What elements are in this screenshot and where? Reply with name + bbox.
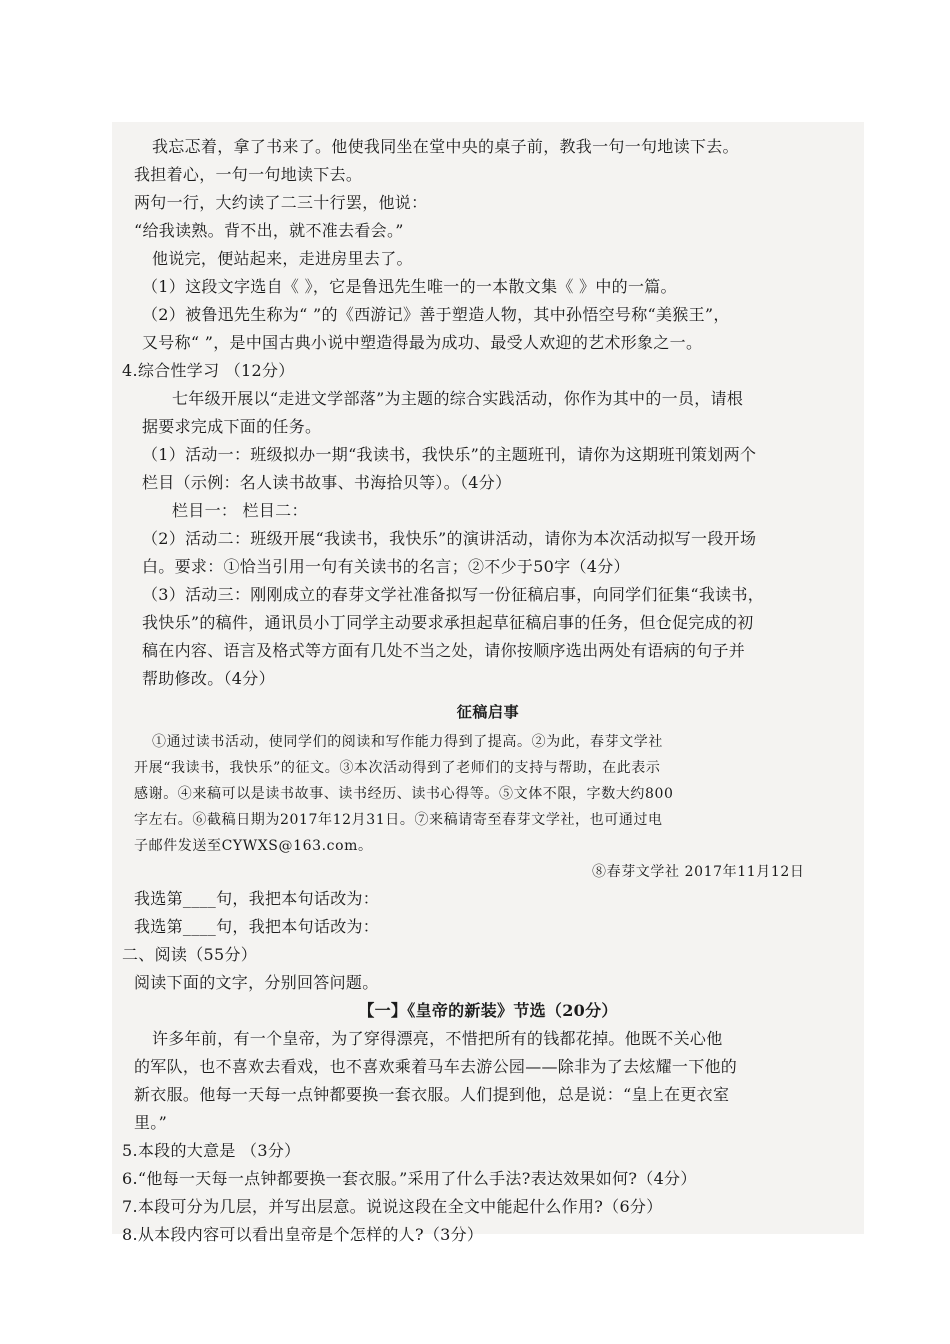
reading-line-r02: 阅读下面的文字，分别回答问题。 — [134, 973, 379, 992]
text-line-l06: （1）这段文字选自《 》，它是鲁迅先生唯一的一本散文集《 》中的一篇。 — [142, 277, 677, 296]
notice-line-n3: 感谢。④来稿可以是读书故事、读书经历、读书心得等。⑤文体不限，字数大约800 — [134, 786, 674, 802]
reading-line-r10: 7.本段可分为几层，并写出层意。说说这段在全文中能起什么作用?（6分） — [122, 1197, 663, 1216]
notice-line-n2: 开展“我读书，我快乐”的征文。③本次活动得到了老师们的支持与帮助，在此表示 — [134, 760, 661, 776]
text-line-l03: 两句一行，大约读了二三十行罢，他说： — [134, 193, 428, 212]
reading-line-r04: 许多年前，有一个皇帝，为了穿得漂亮，不惜把所有的钱都花掉。他既不关心他 — [152, 1029, 723, 1048]
text-line-l17: （3）活动三：刚刚成立的春芽文学社准备拟写一份征稿启事，向同学们征集“我读书， — [142, 585, 765, 604]
answer-line-a2: 我选第____句，我把本句话改为： — [134, 917, 380, 936]
text-line-l20: 帮助修改。（4分） — [142, 669, 275, 688]
notice-line-n6: ⑧春芽文学社 2017年11月12日 — [592, 864, 805, 880]
text-line-l12: （1）活动一：班级拟办一期“我读书，我快乐”的主题班刊，请你为这期班刊策划两个 — [142, 445, 757, 464]
text-line-l15: （2）活动二：班级开展“我读书，我快乐”的演讲活动，请你为本次活动拟写一段开场 — [142, 529, 757, 548]
reading-line-r09: 6.“他每一天每一点钟都要换一套衣服。”采用了什么手法?表达效果如何?（4分） — [122, 1169, 697, 1188]
notice-title: 征稿启事 — [456, 703, 520, 721]
notice-line-n5: 子邮件发送至CYWXS@163.com。 — [134, 838, 373, 854]
text-line-l11: 据要求完成下面的任务。 — [142, 417, 322, 436]
notice-line-n4: 字左右。⑥截稿日期为2017年12月31日。⑦来稿请寄至春芽文学社，也可通过电 — [134, 812, 663, 828]
text-line-l09: 4.综合性学习 （12分） — [122, 361, 295, 380]
reading-line-r01: 二、阅读（55分） — [122, 945, 258, 964]
text-line-l04: “给我读熟。背不出，就不准去看会。” — [134, 221, 404, 240]
answer-line-a1: 我选第____句，我把本句话改为： — [134, 889, 380, 908]
reading-line-r11: 8.从本段内容可以看出皇帝是个怎样的人?（3分） — [122, 1225, 484, 1244]
reading-line-r06: 新衣服。他每一天每一点钟都要换一套衣服。人们提到他，总是说：“皇上在更衣室 — [134, 1085, 730, 1104]
text-line-l18: 我快乐”的稿件，通讯员小丁同学主动要求承担起草征稿启事的任务，但仓促完成的初 — [142, 613, 754, 632]
reading-line-r05: 的军队，也不喜欢去看戏，也不喜欢乘着马车去游公园——除非为了去炫耀一下他的 — [134, 1057, 738, 1076]
reading-line-r07: 里。” — [134, 1113, 168, 1132]
reading-line-r03: 【一】《皇帝的新装》节选（20分） — [358, 1001, 618, 1020]
text-line-l01: 我忘忑着，拿了书来了。他使我同坐在堂中央的桌子前，教我一句一句地读下去。 — [152, 137, 739, 156]
exam-paper — [112, 122, 864, 1244]
text-line-l13: 栏目（示例：名人读书故事、书海拾贝等）。（4分） — [142, 473, 512, 492]
text-line-l08: 又号称“ ”，是中国古典小说中塑造得最为成功、最受人欢迎的艺术形象之一。 — [142, 333, 703, 352]
text-line-l07: （2）被鲁迅先生称为“ ”的《西游记》善于塑造人物，其中孙悟空号称“美猴王”， — [142, 305, 730, 324]
notice-line-n1: ①通过读书活动，使同学们的阅读和写作能力得到了提高。②为此，春芽文学社 — [152, 734, 663, 750]
reading-line-r08: 5.本段的大意是 （3分） — [122, 1141, 301, 1160]
text-line-l05: 他说完，便站起来，走进房里去了。 — [152, 249, 413, 268]
text-line-l10: 七年级开展以“走进文学部落”为主题的综合实践活动，你作为其中的一员，请根 — [172, 389, 744, 408]
text-line-l02: 我担着心，一句一句地读下去。 — [134, 165, 363, 184]
text-line-l19: 稿在内容、语言及格式等方面有几处不当之处，请你按顺序选出两处有语病的句子并 — [142, 641, 746, 660]
text-line-l14: 栏目一： 栏目二： — [172, 501, 308, 520]
text-line-l16: 白。要求：①恰当引用一句有关读书的名言；②不少于50字（4分） — [142, 557, 630, 576]
